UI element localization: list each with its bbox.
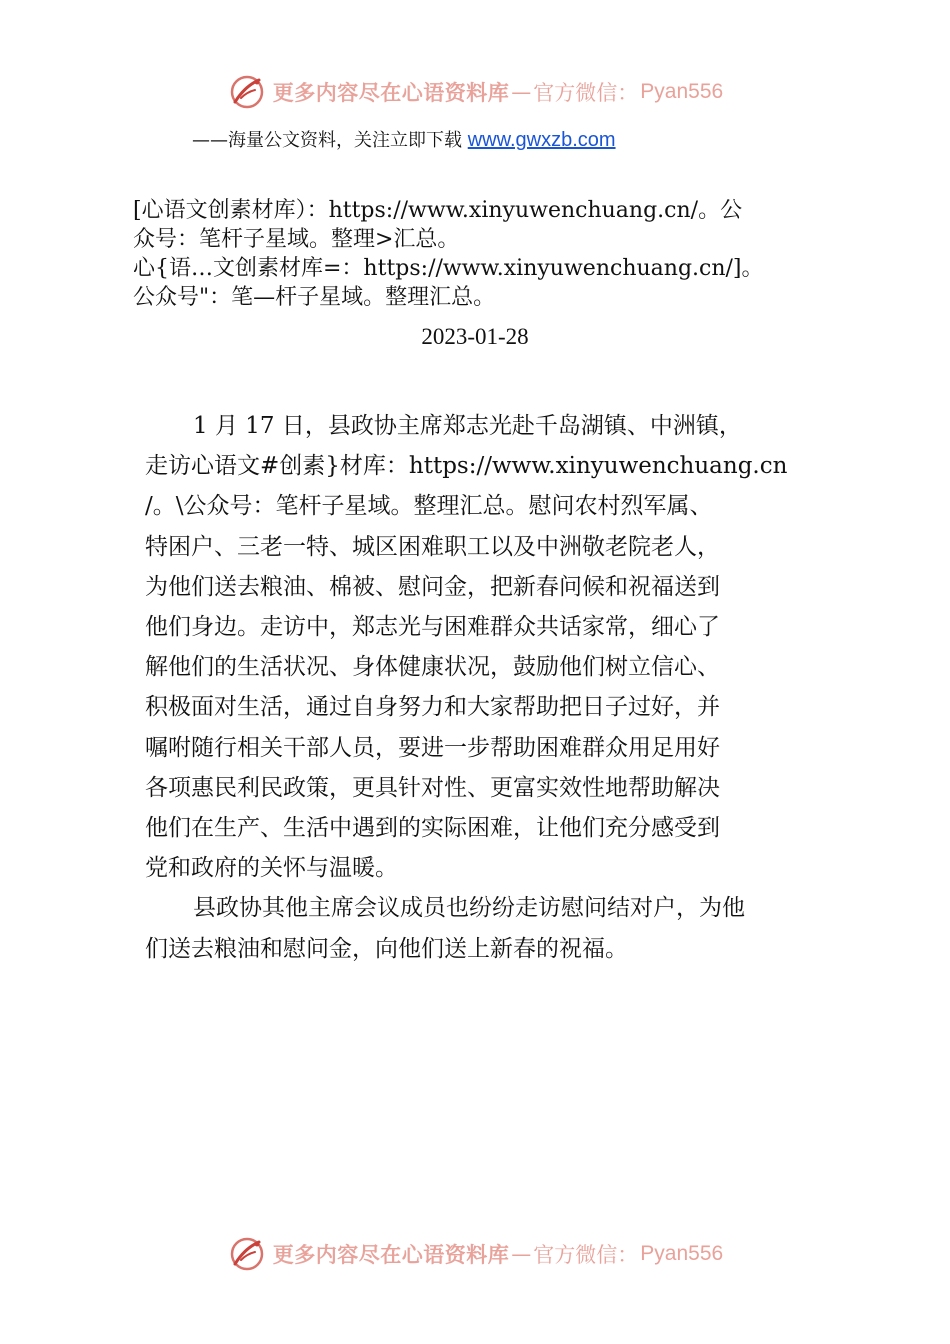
subline-prefix: ——海量公文资料，关注立即下载 xyxy=(192,130,468,151)
text-line: 1 月 17 日，县政协主席郑志光赴千岛湖镇、中洲镇， xyxy=(193,413,742,439)
footer-wechat-label: 官方微信： xyxy=(533,1243,639,1267)
footer-banner-dash: — xyxy=(511,1242,532,1266)
text-line: 他们在生产、生活中遇到的实际困难，让他们充分感受到 xyxy=(145,815,720,842)
text-line: /。\公众号：笔杆子星域。整理汇总。慰问农村烈军属、 xyxy=(145,493,713,520)
brand-logo-icon xyxy=(227,1234,267,1274)
source-line: 众号：笔杆子星域。整理>汇总。 xyxy=(133,227,460,252)
article-date: 2023-01-28 xyxy=(421,324,529,349)
source-line: [心语文创素材库）：https://www.xinyuwenchuang.cn/。公 xyxy=(133,198,743,223)
paragraph-2 xyxy=(145,888,810,968)
source-line: 心{语…文创素材库=：https://www.xinyuwenchuang.cn/]。 xyxy=(133,256,764,281)
source-notice xyxy=(133,196,823,312)
text-line: 特困户、三老一特、城区困难职工以及中洲敬老院老人， xyxy=(145,533,720,560)
header-banner xyxy=(0,68,950,116)
text-line: 积极面对生活，通过自身努力和大家帮助把日子过好，并 xyxy=(145,694,720,721)
header-banner-dash: — xyxy=(511,80,532,104)
paragraph-1 xyxy=(145,406,810,888)
article-body xyxy=(145,406,810,969)
footer-banner-text: 更多内容尽在心语资料库 xyxy=(272,1242,510,1267)
download-site-link[interactable]: www.gwxzb.com xyxy=(467,129,616,151)
text-line: 嘱咐随行相关干部人员，要进一步帮助困难群众用足用好 xyxy=(145,734,720,761)
text-line: 县政协其他主席会议成员也纷纷走访慰问结对户，为他 xyxy=(193,895,745,922)
header-subline xyxy=(192,126,616,152)
text-line: 各项惠民利民政策，更具针对性、更富实效性地帮助解决 xyxy=(145,774,720,801)
brand-logo-icon xyxy=(227,72,267,112)
text-line: 为他们送去粮油、棉被、慰问金，把新春问候和祝福送到 xyxy=(145,573,720,600)
text-line: 们送去粮油和慰问金，向他们送上新春的祝福。 xyxy=(145,935,628,962)
header-wechat-account: Pyan556 xyxy=(640,80,724,103)
source-line: 公众号"：笔—杆子星域。整理汇总。 xyxy=(133,285,496,310)
text-line: 走访心语文#创素}材库：https://www.xinyuwenchuang.cn xyxy=(145,453,788,480)
text-line: 他们身边。走访中，郑志光与困难群众共话家常，细心了 xyxy=(145,614,720,641)
footer-wechat-account: Pyan556 xyxy=(640,1242,724,1265)
footer-banner xyxy=(0,1230,950,1278)
header-banner-text: 更多内容尽在心语资料库 xyxy=(272,80,510,105)
text-line: 党和政府的关怀与温暖。 xyxy=(145,855,398,882)
header-wechat-label: 官方微信： xyxy=(533,81,639,105)
text-line: 解他们的生活状况、身体健康状况，鼓励他们树立信心、 xyxy=(145,654,720,681)
